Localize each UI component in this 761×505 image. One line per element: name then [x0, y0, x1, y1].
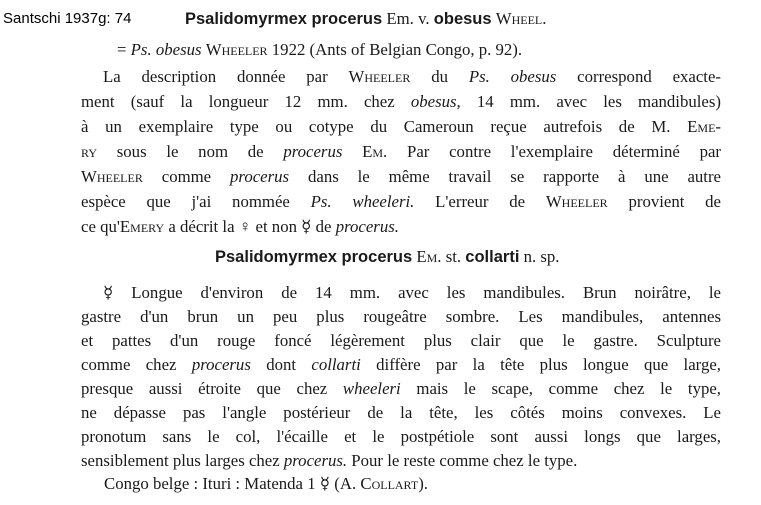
synonym-prefix: = — [117, 40, 127, 59]
text-run: wheeleri — [342, 379, 401, 398]
text-run: mais le scape, comme chez le type, — [400, 379, 721, 398]
heading-procerus-collarti — [215, 247, 560, 267]
text-run: comme chez — [81, 355, 192, 374]
text-run: Ps. wheeleri. — [310, 192, 415, 211]
para1-line — [81, 92, 721, 112]
text-run — [342, 142, 362, 161]
synonym-author: Wheeler — [205, 40, 268, 59]
citation-label: Santschi 1937g: 74 — [3, 10, 132, 27]
para2-line — [81, 307, 721, 327]
para1-line — [81, 142, 721, 162]
heading2-genus-species: Psalidomyrmex procerus — [215, 248, 413, 266]
text-run: à un exemplaire type ou cotype du Cameroun reçue autrefois de M. — [81, 117, 688, 136]
para1-line — [81, 117, 721, 137]
heading-procerus-obesus — [185, 9, 546, 29]
text-run: correspond exacte- — [556, 67, 721, 86]
text-run: ☿ Longue d'environ de 14 mm. avec les mandibules. Brun noirâtre, le — [103, 283, 721, 302]
heading2-status: n. sp. — [523, 247, 560, 266]
text-run: Congo belge : Ituri : Matenda 1 ☿ (A. — [104, 474, 361, 493]
para1-line — [81, 167, 721, 187]
synonym-reference: (Ants of Belgian Congo, p. 92). — [309, 40, 523, 59]
text-run: et pattes d'un rouge foncé légèrement plus clair que le gastre. Sculpture — [81, 331, 721, 350]
text-run: ry — [81, 142, 98, 161]
text-run: a décrit la ♀ et non ☿ de — [164, 217, 336, 236]
text-run: espèce que j'ai nommée — [81, 192, 311, 211]
synonym-line — [117, 40, 522, 60]
para1-line — [81, 217, 399, 237]
text-run: procerus. — [283, 451, 348, 470]
text-run: dans le même travail se rapporte à une autre — [289, 167, 721, 186]
text-run: Wheeler — [81, 167, 143, 186]
heading2-author: Em. — [416, 247, 442, 266]
para2-line — [81, 451, 577, 471]
text-run: ment (sauf la longueur 12 mm. chez — [81, 92, 411, 111]
text-run: Emery — [119, 217, 165, 236]
text-run: Par contre l'exemplaire déterminé par — [387, 142, 721, 161]
text-run: ne dépasse pas l'angle postérieur de la tête, les côtés moins convexes. Le — [81, 403, 721, 422]
text-run: du — [410, 67, 469, 86]
text-run: Ps. obesus — [468, 67, 557, 86]
text-run: diffère par la tête plus longue que large, — [360, 355, 721, 374]
heading2-rank: st. — [445, 247, 462, 266]
text-run: Eme- — [687, 117, 721, 136]
text-run: L'erreur de — [414, 192, 546, 211]
text-run: pronotum sans le col, l'écaille et le postpétiole sont aussi longs que larges, — [81, 427, 721, 446]
para2-line — [81, 355, 721, 375]
text-run: Collart — [360, 474, 419, 493]
heading2-subspecies: collarti — [465, 248, 520, 266]
text-run: sous le nom de — [97, 142, 284, 161]
synonym-year: 1922 — [271, 40, 306, 59]
para2-line — [81, 403, 721, 423]
heading1-variety-author: Wheel. — [495, 9, 547, 28]
text-run: 14 mm. avec les mandibules) — [460, 92, 721, 111]
text-run: procerus — [191, 355, 251, 374]
text-run: provient de — [607, 192, 721, 211]
para2-line — [81, 379, 721, 399]
text-run: Em. — [362, 142, 388, 161]
synonym-name: Ps. obesus — [130, 40, 202, 59]
para1-line — [103, 67, 721, 87]
text-run: procerus — [283, 142, 343, 161]
text-run: ce qu' — [81, 217, 120, 236]
text-run: gastre d'un brun un peu plus rougeâtre sombre. Les mandibules, antennes — [81, 307, 721, 326]
text-run: Wheeler — [348, 67, 411, 86]
para2-line — [103, 283, 721, 303]
heading1-rank: v. — [418, 9, 430, 28]
text-run: sensiblement plus larges chez — [81, 451, 284, 470]
text-run: comme — [142, 167, 231, 186]
text-run: obesus, — [410, 92, 461, 111]
heading1-genus-species: Psalidomyrmex procerus — [185, 10, 383, 28]
text-run: Wheeler — [545, 192, 608, 211]
para1-line — [81, 192, 721, 212]
text-run: procerus. — [335, 217, 399, 236]
heading1-author: Em. — [386, 9, 414, 28]
text-run: ). — [418, 474, 428, 493]
heading1-variety: obesus — [433, 10, 492, 28]
para2-line — [81, 427, 721, 447]
para2-line — [81, 331, 721, 351]
text-run: collarti — [311, 355, 361, 374]
locality-line — [104, 474, 428, 494]
text-run: Pour le reste comme chez le type. — [347, 451, 578, 470]
text-run: procerus — [230, 167, 290, 186]
text-run: dont — [250, 355, 312, 374]
text-run: presque aussi étroite que chez — [81, 379, 343, 398]
text-run: La description donnée par — [103, 67, 349, 86]
